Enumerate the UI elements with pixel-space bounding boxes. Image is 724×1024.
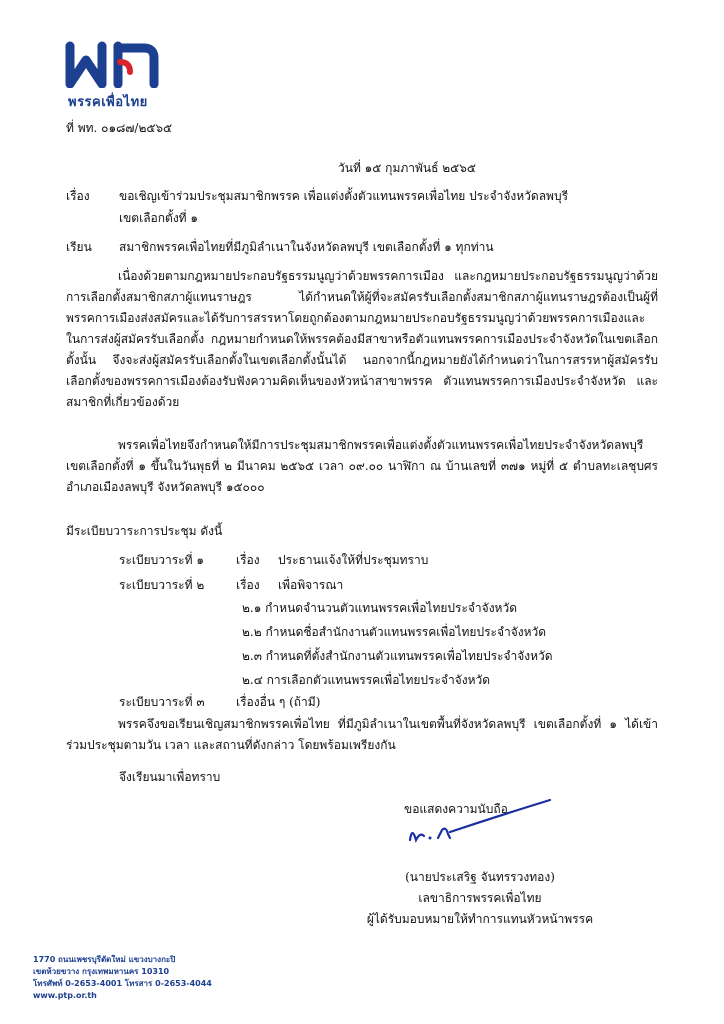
document-number: ที่ พท. ๐๑๘๗/๒๕๖๕ — [66, 121, 173, 135]
recipient-text: สมาชิกพรรคเพื่อไทยที่มีภูมิลำเนาในจังหวัดลพบุรี เขตเลือกตั้งที่ ๑ ทุกท่าน — [119, 240, 494, 254]
subject-line-2: เขตเลือกตั้งที่ ๑ — [119, 211, 199, 225]
agenda-3-label: ระเบียบวาระที่ ๓ — [119, 695, 205, 709]
document-date: วันที่ ๑๕ กุมภาพันธ์ ๒๕๖๕ — [338, 161, 476, 175]
sub-item-2-4: ๒.๔ การเลือกตัวแทนพรรคเพื่อไทยประจำจังหวัด — [242, 673, 491, 687]
footer-address — [33, 954, 212, 1002]
sub-item-2-2: ๒.๒ กำหนดชื่อสำนักงานตัวแทนพรรคเพื่อไทยประจำจังหวัด — [242, 625, 547, 639]
agenda-2-topic-label: เรื่อง — [236, 578, 260, 592]
footer-line-3: โทรศัพท์ 0-2653-4001 โทรสาร 0-2653-4044 — [33, 979, 212, 988]
regards-text: ขอแสดงความนับถือ — [404, 802, 508, 816]
signature-mark — [398, 796, 558, 850]
agenda-1-topic: ประธานแจ้งให้ที่ประชุมทราบ — [278, 553, 429, 567]
footer-website: www.ptp.or.th — [33, 991, 97, 1000]
body-paragraph-3: พรรคจึงขอเรียนเชิญสมาชิกพรรคเพื่อไทย ที่มีภูมิลำเนาในเขตพื้นที่จังหวัดลพบุรี เขตเลือกตั้งที่ ๑ ได้เข้าร่วมประชุมตามวัน เวลา และสถานที่ดังกล่าว โดยพร้อมเพรียงกัน — [66, 717, 658, 752]
sub-item-2-3: ๒.๓ กำหนดที่ตั้งสำนักงานตัวแทนพรรคเพื่อไทยประจำจังหวัด — [242, 649, 553, 663]
party-logo-mark — [64, 40, 164, 88]
subject-line-1: ขอเชิญเข้าร่วมประชุมสมาชิกพรรค เพื่อแต่งตั้งตัวแทนพรรคเพื่อไทย ประจำจังหวัดลพบุรี — [119, 189, 569, 203]
agenda-1-topic-label: เรื่อง — [236, 553, 260, 567]
signer-position: เลขาธิการพรรคเพื่อไทย — [418, 891, 542, 905]
recipient-label: เรียน — [66, 240, 92, 254]
signer-role: ผู้ได้รับมอบหมายให้ทำการแทนหัวหน้าพรรค — [366, 912, 594, 926]
body-paragraph-1: เนื่องด้วยตามกฎหมายประกอบรัฐธรรมนูญว่าด้วยพรรคการเมือง และกฎหมายประกอบรัฐธรรมนูญว่าด้วยการเลือกตั้งสมาชิกสภาผู้แทนราษฎร ได้กำหนดให้ผู้ที่จะสมัครรับเลือกตั้งสมาชิกสภาผู้แทนราษฎรต้องเป็นผู้ที่พรรคการเมืองส่งสมัครและได้รับการสรรหาโดยถูกต้องตามกฎหมายประกอบรัฐธรรมนูญว่าด้วยพรรคการเมืองและในการส่งผู้สมัครรับเลือกตั้ง กฎหมายกำหนดให้พรรคต้องมีสาขาหรือตัวแทนพรรคการเมืองประจำจังหวัดในเขตเลือกตั้งนั้น จึงจะส่งผู้สมัครรับเลือกตั้งในเขตเลือกตั้งนั้นได้ นอกจากนี้กฎหมายยังได้กำหนดว่าในการสรรหาผู้สมัครรับเลือกตั้งของพรรคการเมืองต้องรับฟังความคิดเห็นของหัวหน้าสาขาพรรค ตัวแทนพรรคการเมืองประจำจังหวัด และสมาชิกที่เกี่ยวข้องด้วย — [66, 269, 658, 409]
closing-line: จึงเรียนมาเพื่อทราบ — [119, 770, 221, 784]
agenda-3-topic: เรื่องอื่น ๆ (ถ้ามี) — [236, 695, 321, 709]
footer-line-2: เขตห้วยขวาง กรุงเทพมหานคร 10310 — [33, 967, 170, 976]
party-name-logo: พรรคเพื่อไทย — [68, 95, 148, 110]
agenda-2-label: ระเบียบวาระที่ ๒ — [119, 578, 205, 592]
body-paragraph-2: พรรคเพื่อไทยจึงกำหนดให้มีการประชุมสมาชิกพรรคเพื่อแต่งตั้งตัวแทนพรรคเพื่อไทยประจำจังหวัดลพบุรี เขตเลือกตั้งที่ ๑ ขึ้นในวันพุธที่ ๒ มีนาคม ๒๕๖๕ เวลา ๐๙.๐๐ นาฬิกา ณ บ้านเลขที่ ๓๗๑ หมู่ที่ ๕ ตำบลทะเลชุบศร อำเภอเมืองลพบุรี จังหวัดลพบุรี ๑๕๐๐๐ — [66, 438, 658, 494]
agenda-2-topic: เพื่อพิจารณา — [278, 578, 344, 592]
signer-name: (นายประเสริฐ จันทรรวงทอง) — [405, 870, 555, 884]
agenda-1-label: ระเบียบวาระที่ ๑ — [119, 553, 204, 567]
agenda-intro: มีระเบียบวาระการประชุม ดังนี้ — [66, 524, 223, 538]
subject-label: เรื่อง — [66, 189, 90, 203]
sub-item-2-1: ๒.๑ กำหนดจำนวนตัวแทนพรรคเพื่อไทยประจำจังหวัด — [242, 601, 517, 615]
footer-line-1: 1770 ถนนเพชรบุรีตัดใหม่ แขวงบางกะปิ — [33, 955, 176, 964]
